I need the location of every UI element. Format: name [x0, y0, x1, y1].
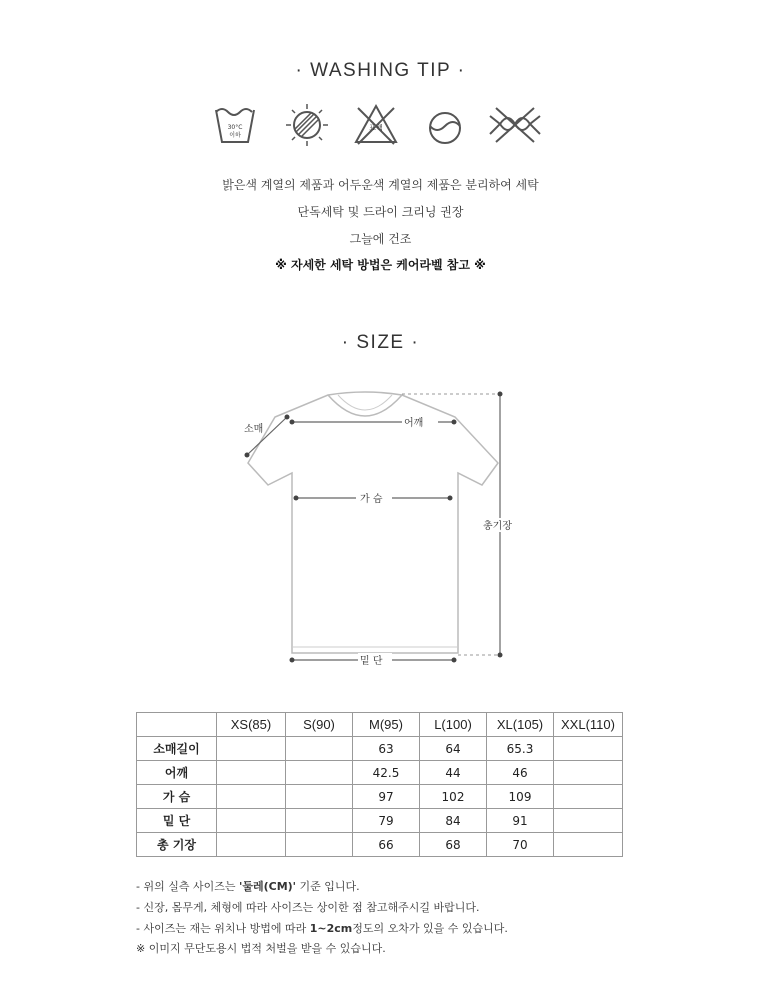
table-cell: 109 — [487, 785, 554, 809]
washing-note: 그늘에 건조 — [349, 232, 412, 246]
row-label: 소매길이 — [137, 737, 217, 761]
no-direct-sun-icon — [284, 102, 330, 148]
table-cell — [286, 761, 353, 785]
table-cell: 66 — [353, 833, 420, 857]
table-header-cell: XS(85) — [217, 713, 286, 737]
hand-wash-30c-icon — [212, 102, 258, 148]
tshirt-size-diagram — [230, 385, 530, 675]
dry-in-shade-icon — [422, 102, 468, 148]
table-cell: 79 — [353, 809, 420, 833]
table-header-cell: M(95) — [353, 713, 420, 737]
svg-text:30°C: 30°C — [227, 124, 243, 131]
washing-note: 단독세탁 및 드라이 크리닝 권장 — [297, 205, 464, 219]
table-cell — [217, 737, 286, 761]
table-header-cell: XL(105) — [487, 713, 554, 737]
table-header-cell: S(90) — [286, 713, 353, 737]
size-table-header — [137, 713, 623, 737]
footnote: - 사이즈는 재는 위치나 방법에 따라 1~2cm정도의 오차가 있을 수 있습니다. — [136, 922, 508, 935]
sleeve-label: 소매 — [244, 424, 264, 435]
length-label: 총기장 — [483, 521, 512, 532]
svg-text:표백: 표백 — [369, 124, 383, 132]
table-cell — [286, 809, 353, 833]
table-row — [137, 809, 623, 833]
table-cell — [286, 833, 353, 857]
table-header-cell: L(100) — [420, 713, 487, 737]
table-row — [137, 761, 623, 785]
footnote: - 신장, 몸무게, 체형에 따라 사이즈는 상이한 점 참고해주시길 바랍니다. — [136, 901, 480, 914]
table-cell — [554, 737, 623, 761]
row-label: 총 기장 — [137, 833, 217, 857]
no-wring-icon — [486, 102, 544, 148]
table-cell — [554, 809, 623, 833]
table-cell: 46 — [487, 761, 554, 785]
table-cell: 44 — [420, 761, 487, 785]
table-cell: 102 — [420, 785, 487, 809]
no-bleach-icon — [352, 102, 400, 148]
table-cell: 64 — [420, 737, 487, 761]
table-cell — [554, 785, 623, 809]
table-row — [137, 737, 623, 761]
care-label-note: ※ 자세한 세탁 방법은 케어라벨 참고 ※ — [275, 258, 486, 272]
tshirt-outline — [248, 392, 498, 653]
table-cell: 65.3 — [487, 737, 554, 761]
table-cell — [286, 737, 353, 761]
table-cell: 97 — [353, 785, 420, 809]
svg-text:이하: 이하 — [229, 132, 241, 139]
table-cell: 63 — [353, 737, 420, 761]
table-row — [137, 833, 623, 857]
shoulder-label: 어깨 — [404, 418, 424, 429]
table-cell: 68 — [420, 833, 487, 857]
washing-note: 밝은색 계열의 제품과 어두운색 계열의 제품은 분리하여 세탁 — [222, 178, 539, 192]
table-cell — [217, 785, 286, 809]
table-cell — [554, 761, 623, 785]
row-label: 밑 단 — [137, 809, 217, 833]
footnote: ※ 이미지 무단도용시 법적 처벌을 받을 수 있습니다. — [136, 942, 386, 955]
table-cell: 91 — [487, 809, 554, 833]
hem-label: 밑 단 — [360, 656, 383, 667]
chest-label: 가 슴 — [360, 494, 383, 505]
row-label: 가 슴 — [137, 785, 217, 809]
row-label: 어깨 — [137, 761, 217, 785]
table-cell — [554, 833, 623, 857]
table-row — [137, 785, 623, 809]
table-cell — [217, 761, 286, 785]
table-header-cell — [137, 713, 217, 737]
footnote: - 위의 실측 사이즈는 '둘레(CM)' 기준 입니다. — [136, 880, 360, 893]
table-cell — [286, 785, 353, 809]
table-cell — [217, 833, 286, 857]
washing-tip-heading: · WASHING TIP · — [295, 60, 466, 81]
table-cell: 70 — [487, 833, 554, 857]
washing-icons — [212, 102, 552, 148]
size-heading: · SIZE · — [341, 332, 420, 353]
table-header-cell: XXL(110) — [554, 713, 623, 737]
table-cell — [217, 809, 286, 833]
table-cell: 42.5 — [353, 761, 420, 785]
table-cell: 84 — [420, 809, 487, 833]
size-table — [136, 712, 623, 857]
